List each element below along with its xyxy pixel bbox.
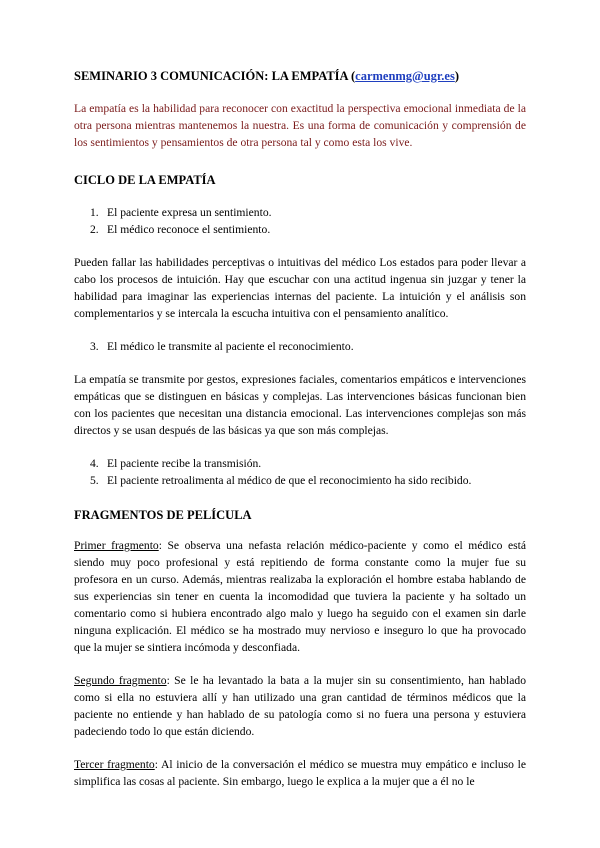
fragment-label: Primer fragmento bbox=[74, 539, 159, 552]
cycle-list-c bbox=[74, 455, 526, 489]
film-heading: FRAGMENTOS DE PELÍCULA bbox=[74, 508, 252, 522]
fragment-label: Tercer fragmento bbox=[74, 758, 155, 771]
cycle-list-b bbox=[74, 338, 526, 355]
transmission-paragraph: La empatía se transmite por gestos, expresiones faciales, comentarios empáticos e intervenciones empáticas que se distinguen en básicas y complejas. Las intervenciones básicas funcionan bien con los pacientes que necesitan una distancia emocional. Las intervenciones complejas son más directos y se usan después de las básicas ya que son más complejas. bbox=[74, 373, 526, 437]
list-item: 2. El médico reconoce el sentimiento. bbox=[90, 223, 271, 236]
cycle-list-a bbox=[74, 204, 526, 238]
email-link[interactable]: carmenmg@ugr.es bbox=[355, 69, 455, 83]
perceptive-paragraph: Pueden fallar las habilidades perceptivas o intuitivas del médico Los estados para poder llevar a cabo los procesos de intuición. Hay que escuchar con una actitud ingenua sin juzgar y tener la habilidad para imaginar las experiencias internas del paciente. La intuición y el análisis son complementarios y se intercala la escucha intuitiva con el pensamiento analítico. bbox=[74, 256, 526, 320]
list-item: 1. El paciente expresa un sentimiento. bbox=[90, 206, 272, 219]
list-item: 4. El paciente recibe la transmisión. bbox=[90, 457, 262, 470]
intro-paragraph: La empatía es la habilidad para reconocer con exactitud la perspectiva emocional inmediata de la otra persona mientras mantenemos la nuestra. Es una forma de comunicación y comprensión de los sentimientos y pensamientos de otra persona tal y como esta los vive. bbox=[74, 102, 526, 149]
fragment-paragraph: Segundo fragmento: Se le ha levantado la bata a la mujer sin su consentimiento, han hablado como si ella no estuviera allí y han utilizado una gran cantidad de términos médicos que la paciente no entiende y han hablado de su patología como si no fuera una persona y estuviera padeciendo todo lo que están diciendo. bbox=[74, 674, 526, 738]
fragment-paragraph: Primer fragmento: Se observa una nefasta relación médico-paciente y como el médico está siendo muy poco profesional y está repitiendo de forma constante como la mujer fue su profesora en un curso. Además, mientras realizaba la exploración el hombre estaba hablando de sus experiencias sin tener en cuenta la incomodidad que tuviera la paciente y ha soltado un comentario como si hubiera encontrado algo malo y luego ha seguido con el examen sin darle ninguna explicación. El médico se ha mostrado muy nervioso e inseguro lo que ha provocado que la mujer se sintiera incómoda y desconfiada. bbox=[74, 539, 526, 654]
cycle-heading: CICLO DE LA EMPATÍA bbox=[74, 173, 216, 187]
list-item: 5. El paciente retroalimenta al médico de que el reconocimiento ha sido recibido. bbox=[90, 474, 472, 487]
fragment-label: Segundo fragmento bbox=[74, 674, 167, 687]
list-item: 3. El médico le transmite al paciente el reconocimiento. bbox=[90, 340, 354, 353]
page-title: SEMINARIO 3 COMUNICACIÓN: LA EMPATÍA (carmenmg@ugr.es) bbox=[74, 69, 460, 83]
fragment-paragraph: Tercer fragmento: Al inicio de la conversación el médico se muestra muy empático e incluso le simplifica las cosas al paciente. Sin embargo, luego le explica a la mujer que a él no le bbox=[74, 758, 526, 788]
